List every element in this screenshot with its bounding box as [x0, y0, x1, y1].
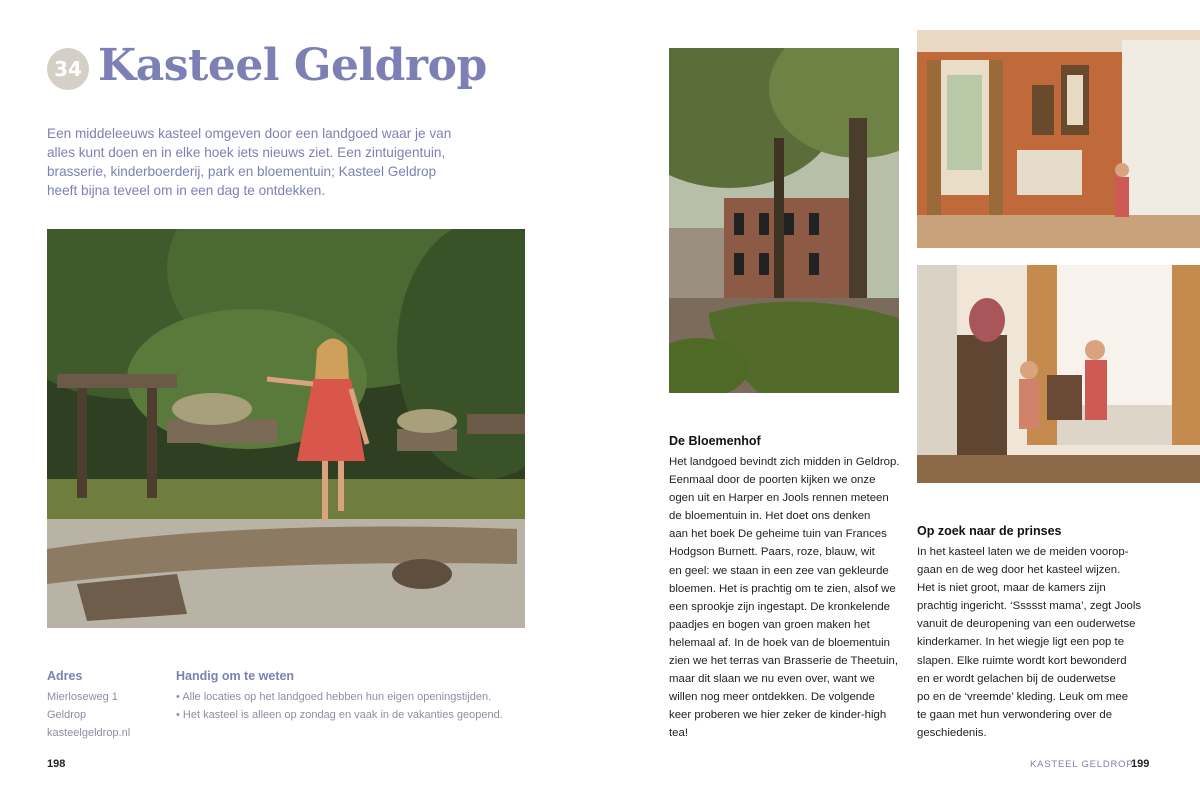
- text-line: kinderkamer. In het wiegje ligt een pop te: [917, 636, 1125, 649]
- list-item: • Het kasteel is alleen op zondag en vaak in de vakanties geopend.: [176, 706, 503, 724]
- list-item: • Alle locaties op het landgoed hebben hun eigen openingstijden.: [176, 688, 503, 706]
- text-line: vanuit de deuropening van een ouderwetse: [917, 618, 1136, 631]
- handy-list: [176, 688, 503, 724]
- text-line: tea!: [669, 727, 688, 740]
- text-line: keer proberen we hier zeker de kinder-high: [669, 709, 887, 722]
- text-line: gaan en de weg door het kasteel wijzen.: [917, 564, 1121, 577]
- text-line: Hodgson Burnett. Paars, roze, blauw, wit: [669, 546, 875, 559]
- bloemenhof-text: [669, 453, 904, 743]
- garden-photo: [47, 229, 525, 628]
- address-street: Mierloseweg 1: [47, 691, 118, 703]
- castle-room-photo: [917, 30, 1200, 248]
- text-line: prachtig ingericht. ‘Ssssst mama’, zegt Jools: [917, 600, 1142, 613]
- text-line: ogen uit en Harper en Jools rennen meteen: [669, 492, 889, 505]
- text-line: zien we het terras van Brasserie de Theetuin,: [669, 655, 898, 668]
- text-line: willen nog meer ontdekken. De volgende: [669, 691, 875, 704]
- address-block: [47, 688, 130, 742]
- text-line: Eenmaal door de poorten kijken we onze: [669, 474, 876, 487]
- castle-exterior-photo: [669, 48, 899, 393]
- page-number-right: 199: [1131, 758, 1150, 770]
- page-title: Kasteel Geldrop: [98, 40, 487, 91]
- text-line: Het is niet groot, maar de kamers zijn: [917, 582, 1106, 595]
- address-website-link[interactable]: kasteelgeldrop.nl: [47, 727, 131, 739]
- text-line: de bloementuin in. Het doet ons denken: [669, 510, 871, 523]
- address-city: Geldrop: [47, 709, 87, 721]
- text-line: po en de ‘vreemde’ kleding. Leuk om mee: [917, 690, 1129, 703]
- bloemenhof-heading: De Bloemenhof: [669, 434, 761, 448]
- text-line: paadjes en bogen van groen maken het: [669, 618, 870, 631]
- text-line: maar dit slaan we nu even over, want we: [669, 673, 875, 686]
- text-line: geschiedenis.: [917, 726, 987, 739]
- text-line: een sprookje zijn ingestapt. De kronkelende: [669, 600, 890, 613]
- text-line: In het kasteel laten we de meiden voorop-: [917, 546, 1129, 558]
- text-line: Het landgoed bevindt zich midden in Geldrop.: [669, 456, 900, 468]
- text-line: aan het boek De geheime tuin van Frances: [669, 528, 887, 541]
- nursery-photo: [917, 265, 1200, 483]
- chapter-number-badge: 34: [47, 48, 89, 90]
- prinses-heading: Op zoek naar de prinses: [917, 524, 1062, 538]
- text-line: bloemen. Het is prachtig om te zien, alsof we: [669, 582, 896, 595]
- handy-heading: Handig om te weten: [176, 669, 295, 683]
- address-heading: Adres: [47, 669, 83, 683]
- prinses-text: [917, 543, 1147, 742]
- text-line: te gaan met hun verwondering over de: [917, 708, 1113, 721]
- text-line: slapen. Elke ruimte wordt kort bewonderd: [917, 654, 1127, 667]
- text-line: en geel: we staan in een zee van gekleurde: [669, 564, 889, 577]
- text-line: en er wordt gelachen bij de ouderwetse: [917, 672, 1116, 685]
- text-line: helemaal af. In de hoek van de bloementuin: [669, 636, 891, 649]
- running-head: KASTEEL GELDROP: [1030, 759, 1134, 770]
- page-number-left: 198: [47, 758, 66, 770]
- intro-paragraph: Een middeleeuws kasteel omgeven door een landgoed waar je van alles kunt doen en in elke hoek iets nieuws ziet. Een zintuigentuin, brasserie, kinderboerderij, park en bloementuin; Kasteel Geldrop heeft bijna teveel om in een dag te ontdekken.: [47, 126, 452, 198]
